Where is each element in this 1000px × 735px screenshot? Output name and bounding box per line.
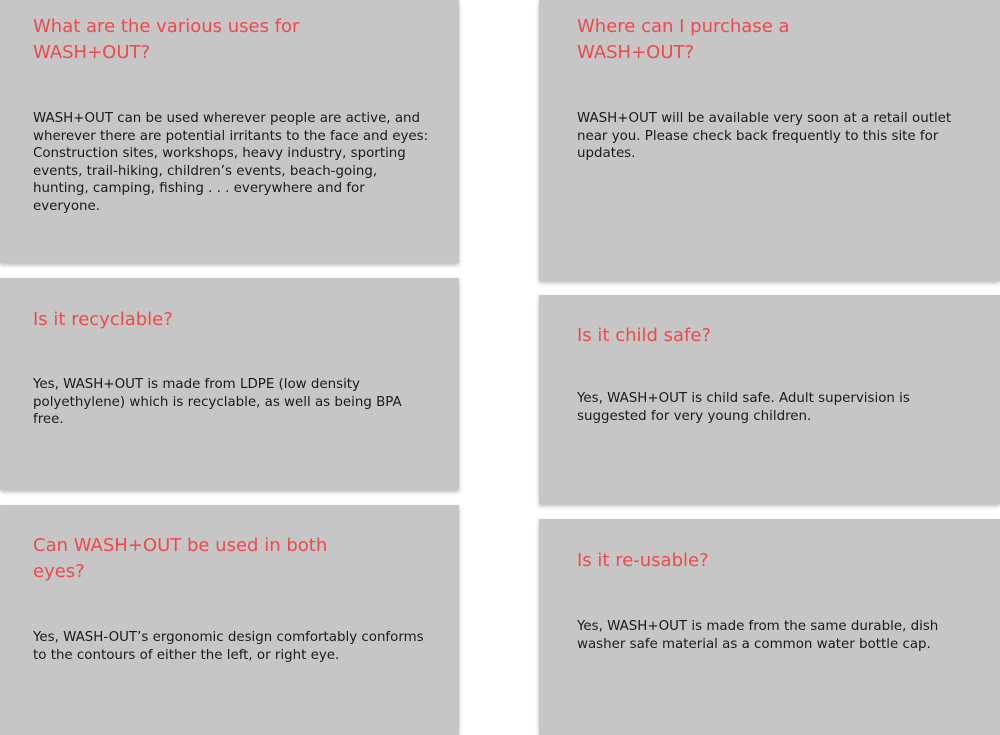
faq-answer: Yes, WASH+OUT is made from the same durable, dish washer safe material as a common water bottle cap. xyxy=(577,619,939,652)
faq-question: Is it recyclable? xyxy=(33,309,173,330)
faq-question: What are the various uses for WASH+OUT? xyxy=(33,16,300,63)
faq-answer: Yes, WASH+OUT is made from LDPE (low density polyethylene) which is recyclable, as well as being BPA free. xyxy=(33,377,402,428)
faq-question: Is it re-usable? xyxy=(577,550,709,571)
faq-card-purchase xyxy=(539,0,1000,281)
faq-card-both-eyes xyxy=(0,505,459,735)
faq-answer: Yes, WASH+OUT is child safe. Adult supervision is suggested for very young children. xyxy=(577,391,910,424)
faq-card-child-safe xyxy=(539,295,1000,504)
faq-card-uses xyxy=(0,0,459,263)
faq-answer: Yes, WASH-OUT’s ergonomic design comfortably conforms to the contours of either the left, or right eye. xyxy=(33,630,424,663)
faq-answer: WASH+OUT can be used wherever people are active, and wherever there are potential irritants to the face and eyes: Construction sites, workshops, heavy industry, sporting events, trail-hiking, children’s events, beach-going, hunting, camping, fishing . . . everywhere and for everyone. xyxy=(33,111,429,214)
faq-question: Where can I purchase a WASH+OUT? xyxy=(577,16,790,63)
faq-card-recyclable xyxy=(0,278,459,490)
faq-answer: WASH+OUT will be available very soon at a retail outlet near you. Please check back frequently to this site for updates. xyxy=(577,111,952,162)
faq-question: Can WASH+OUT be used in both eyes? xyxy=(33,535,328,582)
faq-question: Is it child safe? xyxy=(577,325,712,346)
faq-card-reusable xyxy=(539,519,1000,735)
